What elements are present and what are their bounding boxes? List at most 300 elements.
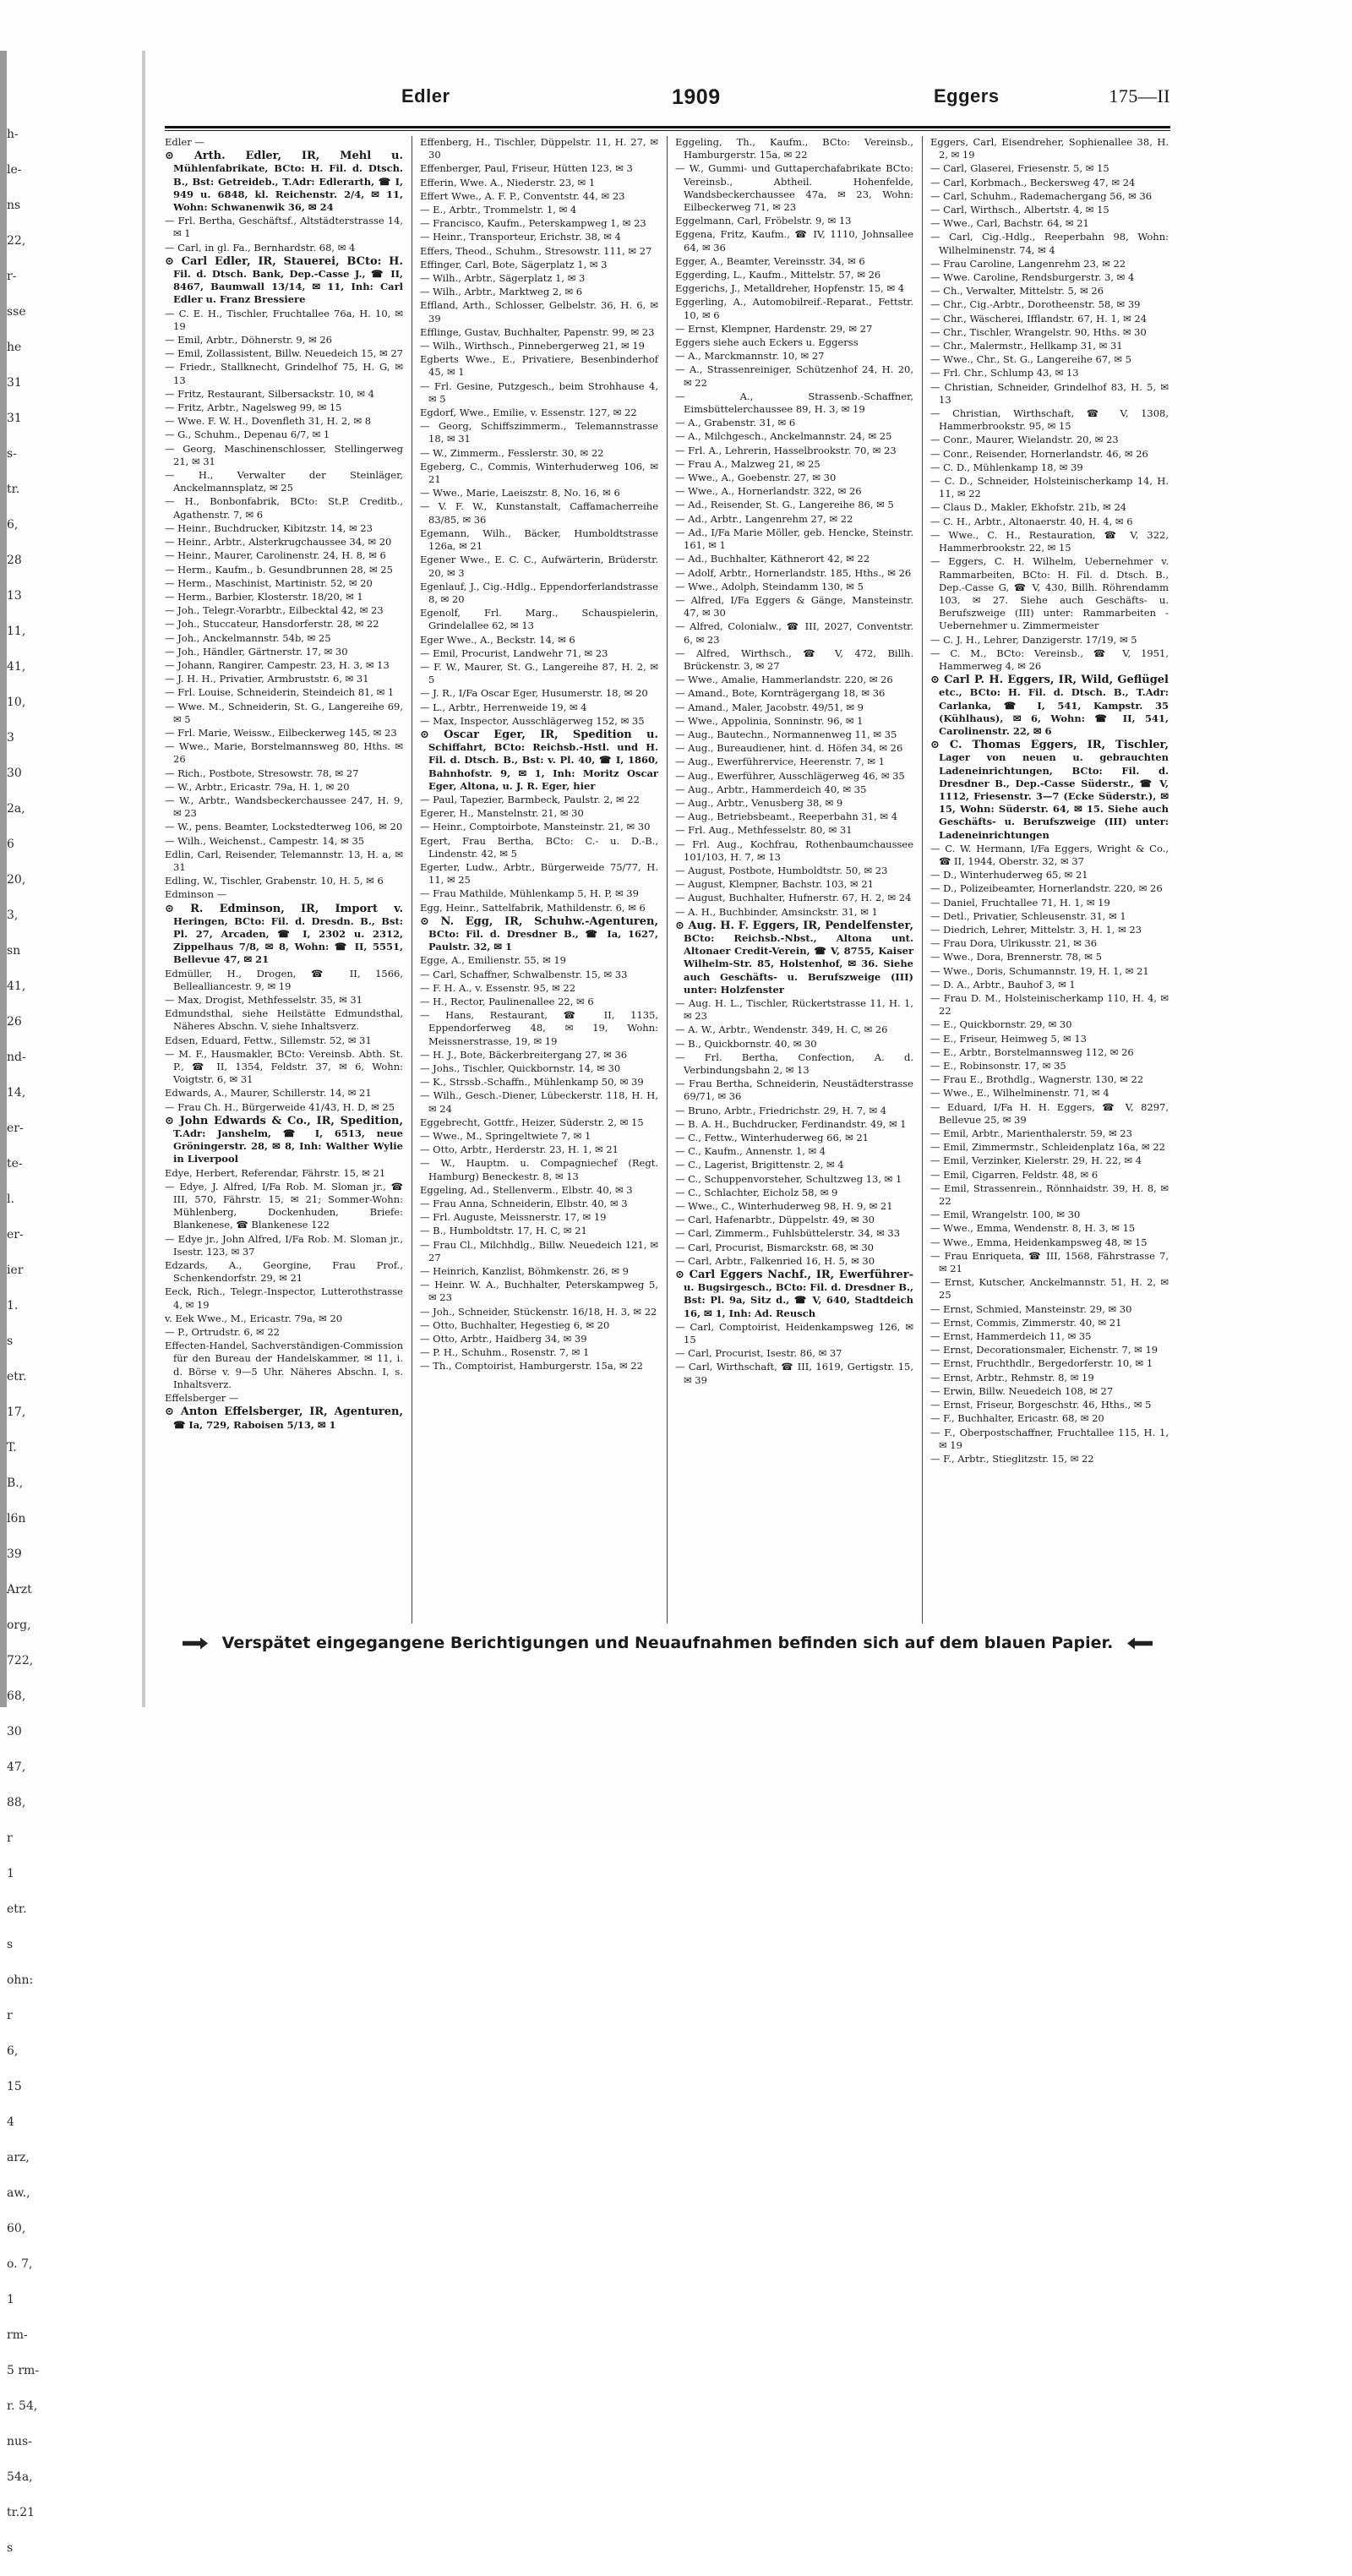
directory-entry: — A., Marckmannstr. 10, ✉ 27: [675, 350, 825, 363]
directory-entry: Egerer, H., Manstelnstr. 21, ✉ 30: [420, 807, 584, 820]
directory-entry: — C., Schuppenvorsteher, Schultzweg 13, ✉ 1: [675, 1172, 902, 1185]
directory-entry: — Wwe., Marie, Borstelmannsweg 80, Hths. ✉ 26: [165, 740, 403, 766]
directory-entry: — Rich., Postbote, Stresowstr. 78, ✉ 27: [165, 767, 359, 779]
directory-entry: — Carl, Wirthschaft, ☎ III, 1619, Gertigstr. 15, ✉ 39: [675, 1361, 913, 1386]
directory-entry: — B., Humboldtstr. 17, H. C, ✉ 21: [420, 1225, 587, 1237]
directory-entry: — A., Grabenstr. 31, ✉ 6: [675, 417, 796, 429]
directory-entry: — C., Lagerist, Brigittenstr. 2, ✉ 4: [675, 1159, 844, 1171]
directory-entry: — Christian, Wirthschaft, ☎ V, 1308, Hammerbrookstr. 95, ✉ 15: [930, 407, 1169, 433]
directory-entry: — Christian, Schneider, Grindelhof 83, H. 5, ✉ 13: [930, 380, 1169, 406]
directory-entry: — Ernst, Friseur, Borgeschstr. 46, Hths., ✉ 5: [930, 1399, 1152, 1411]
directory-entry: — L., Arbtr., Herrenweide 19, ✉ 4: [420, 701, 587, 713]
directory-entry: — Carl, Procurist, Isestr. 86, ✉ 37: [675, 1347, 842, 1360]
directory-entry: ⊙ Carl P. H. Eggers, IR, Wild, Geflügel etc., BCto: H. Fil. d. Dtsch. B., T.Adr: Carlanka, ☎ I, 541, Kampstr. 35 (Kühlhaus), ✉ 6, Wohn: ☎ II, 541, Carolinenstr. 22, ✉ 6: [930, 674, 1169, 737]
directory-entry: — August, Klempner, Bachstr. 103, ✉ 21: [675, 878, 874, 891]
directory-entry: — Alfred, Wirthsch., ☎ V, 472, Billh. Brückenstr. 3, ✉ 27: [675, 647, 913, 672]
directory-entry: — Frau E., Brothdlg., Wagnerstr. 130, ✉ 22: [930, 1073, 1144, 1086]
directory-entry: — Heinr., Buchdrucker, Kibitzstr. 14, ✉ 23: [165, 521, 373, 534]
directory-entry: — Wwe., Amalie, Hammerlandstr. 220, ✉ 26: [675, 674, 893, 686]
column-divider: [922, 136, 923, 1624]
directory-entry: — Th., Comptoirist, Hamburgerstr. 15a, ✉ 22: [420, 1360, 643, 1373]
directory-entry: — Heinr. W. A., Buchhalter, Peterskampweg 5, ✉ 23: [420, 1279, 658, 1304]
directory-entry: Egge, A., Emilienstr. 55, ✉ 19: [420, 954, 566, 967]
previous-page-fragment: r: [7, 2009, 13, 2022]
directory-entry: — Frau Cl., Milchhdlg., Billw. Neuedeich 121, ✉ 27: [420, 1238, 658, 1263]
directory-entry: — Carl, Arbtr., Falkenried 16, H. 5, ✉ 30: [675, 1254, 875, 1267]
directory-entry: — Friedr., Stallknecht, Grindelhof 75, H. G, ✉ 13: [165, 361, 403, 386]
previous-page-fragment: r-: [7, 270, 17, 283]
directory-entry: — Max, Inspector, Ausschlägerweg 152, ✉ 35: [420, 714, 645, 727]
directory-entry: — Aug., Arbtr., Hammerdeich 40, ✉ 35: [675, 783, 867, 795]
directory-entry: — Wwe., Emma, Heidenkampsweg 48, ✉ 15: [930, 1236, 1148, 1248]
directory-entry: — Frau Anna, Schneiderin, Elbstr. 40, ✉ 3: [420, 1198, 628, 1210]
directory-entry: — G., Schuhm., Depenau 6/7, ✉ 1: [165, 428, 330, 441]
directory-entry: — Frau Caroline, Langenrehm 23, ✉ 22: [930, 257, 1126, 270]
directory-entry: — E., Quickbornstr. 29, ✉ 30: [930, 1018, 1072, 1031]
directory-entry: — Wwe., Appolinia, Sonninstr. 96, ✉ 1: [675, 714, 864, 727]
directory-entry: — Wwe., A., Hornerlandstr. 322, ✉ 26: [675, 485, 862, 498]
previous-page-fragment: nd-: [7, 1051, 26, 1064]
directory-entry: Effland, Arth., Schlosser, Gelbelstr. 36, H. 6, ✉ 39: [420, 299, 658, 325]
previous-page-fragment: aw.,: [7, 2186, 30, 2200]
previous-page-fragment: Arzt: [7, 1583, 32, 1596]
directory-entry: — Eggers, C. H. Wilhelm, Uebernehmer v. Rammarbeiten, BCto: H. Fil. d. Dtsch. B., Dep.-Casse G, ☎ V, 430, Billh. Röhrendamm 103, ✉ 27. Siehe auch Geschäfts- u. Berufszweige (III) unter: Rammarbeiten - Uebernehmer u. Zimmermeister: [930, 555, 1169, 632]
directory-entry: — Erwin, Billw. Neuedeich 108, ✉ 27: [930, 1384, 1114, 1397]
directory-page: [165, 80, 1170, 1686]
previous-page-fragment: 31: [7, 376, 22, 390]
directory-entry: — Wwe., C. H., Restauration, ☎ V, 322, Hammerbrookstr. 22, ✉ 15: [930, 528, 1169, 554]
previous-page-fragment: 10,: [7, 696, 26, 709]
previous-page-fragment: ns: [7, 199, 21, 212]
directory-entry: — A., Milchgesch., Anckelmannstr. 24, ✉ 25: [675, 430, 892, 443]
directory-entry: — Wwe. M., Schneiderin, St. G., Langereihe 69, ✉ 5: [165, 700, 403, 725]
directory-entry: — Max, Drogist, Methfesselstr. 35, ✉ 31: [165, 994, 363, 1006]
directory-entry: — C. M., BCto: Vereinsb., ☎ V, 1951, Hammerweg 4, ✉ 26: [930, 647, 1169, 672]
directory-entry: Egeberg, C., Commis, Winterhuderweg 106, ✉ 21: [420, 460, 658, 486]
directory-entry: Eggers siehe auch Eckers u. Eggerss: [675, 336, 859, 349]
directory-entry: — H. J., Bote, Bäckerbreitergang 27, ✉ 36: [420, 1048, 628, 1061]
directory-entry: — D. A., Arbtr., Bauhof 3, ✉ 1: [930, 978, 1076, 991]
directory-entry: — H., Rector, Paulinenallee 22, ✉ 6: [420, 996, 594, 1007]
previous-page-fragment: l.: [7, 1192, 14, 1206]
directory-entry: — Aug., Bautechn., Normannenweg 11, ✉ 35: [675, 728, 897, 740]
directory-entry: — Ernst, Arbtr., Rehmstr. 8, ✉ 19: [930, 1371, 1094, 1384]
previous-page-fragment: o. 7,: [7, 2257, 33, 2271]
directory-entry: — Frau D. M., Holsteinischerkamp 110, H. 4, ✉ 22: [930, 992, 1169, 1018]
previous-page-fragment: 30: [7, 767, 22, 780]
directory-entry: — J. H. H., Privatier, Armbruststr. 6, ✉ 31: [165, 673, 369, 685]
directory-entry: — Carl, Glaserei, Friesenstr. 5, ✉ 15: [930, 162, 1109, 175]
directory-entry: — Otto, Arbtr., Haidberg 34, ✉ 39: [420, 1333, 587, 1345]
directory-entry: — Joh., Stuccateur, Hansdorferstr. 28, ✉ 22: [165, 618, 379, 630]
directory-entry: — J. R., I/Fa Oscar Eger, Husumerstr. 18, ✉ 20: [420, 687, 648, 700]
directory-entry: — August, Buchhalter, Hufnerstr. 67, H. 2, ✉ 24: [675, 892, 912, 904]
directory-entry: Edminson —: [165, 888, 227, 901]
previous-page-fragment: tr.21: [7, 2506, 35, 2519]
previous-page-fragment: 2a,: [7, 802, 25, 816]
directory-entry: — W., Arbtr., Wandsbeckerchaussee 247, H. 9, ✉ 23: [165, 794, 403, 820]
previous-page-fragment: ier: [7, 1263, 24, 1277]
directory-entry: — Ad., Reisender, St. G., Langereihe 86, ✉ 5: [675, 499, 894, 511]
directory-entry: Egg, Heinr., Sattelfabrik, Mathildenstr. 6, ✉ 6: [420, 901, 646, 914]
page-gutter: [142, 51, 145, 1707]
directory-entry: ⊙ Anton Effelsberger, IR, Agenturen, ☎ Ia, 729, Raboisen 5/13, ✉ 1: [165, 1405, 403, 1431]
directory-entry: — Carl, Comptoirist, Heidenkampsweg 126, ✉ 15: [675, 1320, 913, 1346]
directory-entry: — Ad., Buchhalter, Käthnerort 42, ✉ 22: [675, 553, 870, 565]
directory-entry: — Claus D., Makler, Ekhofstr. 21b, ✉ 24: [930, 501, 1127, 514]
directory-entry: — Ernst, Kutscher, Anckelmannstr. 51, H. 2, ✉ 25: [930, 1276, 1169, 1302]
directory-entry: — Bruno, Arbtr., Friedrichstr. 29, H. 7, ✉ 4: [675, 1104, 887, 1116]
directory-entry: — C. E. H., Tischler, Fruchtallee 76a, H. 10, ✉ 19: [165, 307, 403, 332]
directory-entry: — Edye, J. Alfred, I/Fa Rob. M. Sloman jr., ☎ III, 570, Fährstr. 15, ✉ 21; Sommer-Wohn: Mühlenberg, Dockenhuden, Briefe: Blankenese, ☎ Blankenese 122: [165, 1180, 403, 1231]
previous-page-fragment: r: [7, 1831, 13, 1845]
directory-entry: Eggebrecht, Gottfr., Heizer, Süderstr. 2, ✉ 15: [420, 1116, 644, 1128]
book-binding-edge: [0, 51, 7, 1707]
directory-entry: — A., Strassenb.-Schaffner, Eimsbüttelerchaussee 89, H. 3, ✉ 19: [675, 390, 913, 416]
directory-entry: — Herm., Barbier, Klosterstr. 18/20, ✉ 1: [165, 590, 363, 603]
page-header: [165, 80, 1170, 121]
directory-entry: — E., Arbtr., Borstelmannsweg 112, ✉ 26: [930, 1045, 1134, 1058]
directory-entry: — Amand., Maler, Jacobstr. 49/51, ✉ 9: [675, 701, 864, 713]
previous-page-fragment: sse: [7, 305, 26, 319]
directory-entry: — E., Robinsonstr. 17, ✉ 35: [930, 1060, 1066, 1072]
directory-entry: — Joh., Anckelmannstr. 54b, ✉ 25: [165, 631, 331, 644]
year-heading: 1909: [672, 85, 721, 109]
directory-entry: — Carl, Wirthsch., Albertstr. 4, ✉ 15: [930, 204, 1109, 216]
directory-entry: v. Eek Wwe., M., Ericastr. 79a, ✉ 20: [165, 1312, 343, 1324]
directory-entry: — Emil, Verzinker, Kielerstr. 29, H. 22, ✉ 4: [930, 1154, 1142, 1167]
previous-page-fragment: 722,: [7, 1654, 34, 1667]
previous-page-fragment: 15: [7, 2080, 22, 2093]
directory-entry: Egenolf, Frl. Marg., Schauspielerin, Grindelallee 62, ✉ 13: [420, 607, 658, 632]
directory-entry: — Wilh., Weichenst., Campestr. 14, ✉ 35: [165, 834, 365, 847]
directory-entry: — Frl. Bertha, Confection, A. d. Verbindungsbahn 2, ✉ 13: [675, 1051, 913, 1077]
directory-entry: — Wwe., Chr., St. G., Langereihe 67, ✉ 5: [930, 353, 1132, 366]
directory-entry: Eeck, Rich., Telegr.-Inspector, Lutterothstrasse 4, ✉ 19: [165, 1285, 403, 1311]
directory-entry: — K., Strssb.-Schaffn., Mühlenkamp 50, ✉ 39: [420, 1076, 644, 1089]
column-3: [675, 136, 913, 1624]
directory-entry: — Wwe., Marie, Laeiszstr. 8, No. 16, ✉ 6: [420, 487, 620, 499]
directory-entry: — F. H. A., v. Essenstr. 95, ✉ 22: [420, 981, 576, 994]
directory-entry: — P., Ortrudstr. 6, ✉ 22: [165, 1326, 280, 1339]
directory-entry: — Ernst, Hammerdeich 11, ✉ 35: [930, 1330, 1092, 1343]
previous-page-fragment: 1.: [7, 1299, 19, 1313]
directory-entry: — A. W., Arbtr., Wendenstr. 349, H. C, ✉ 26: [675, 1023, 888, 1036]
directory-entry: — Frau Enriqueta, ☎ III, 1568, Fährstrasse 7, ✉ 21: [930, 1249, 1169, 1275]
directory-entry: — Emil, Wrangelstr. 100, ✉ 30: [930, 1209, 1081, 1221]
previous-page-fragment: nus-: [7, 2435, 32, 2448]
previous-page-fragment: 31: [7, 412, 22, 425]
previous-page-fragment: l6n: [7, 1512, 26, 1525]
directory-entry: Edmüller, H., Drogen, ☎ II, 1566, Bellealliancestr. 9, ✉ 19: [165, 967, 403, 992]
previous-page-fragment: 41,: [7, 660, 26, 674]
directory-entry: — M. F., Hausmakler, BCto: Vereinsb. Abth. St. P., ☎ II, 1354, Feldstr. 37, ✉ 6, Wohn: Voigtstr. 6, ✉ 31: [165, 1047, 403, 1086]
previous-page-fragment: 28: [7, 554, 22, 567]
directory-entry: Eggerling, A., Automobilreif.-Reparat., Fettstr. 10, ✉ 6: [675, 296, 913, 321]
directory-entry: — Frl. Aug., Kochfrau, Rothenbaumchaussee 101/103, H. 7, ✉ 13: [675, 838, 913, 863]
directory-entry: — Daniel, Fruchtallee 71, H. 1, ✉ 19: [930, 896, 1110, 909]
directory-entry: — Emil, Zimmermstr., Schleidenplatz 16a, ✉ 22: [930, 1141, 1165, 1154]
previous-page-fragment: r. 54,: [7, 2399, 38, 2413]
directory-entry: — Emil, Arbtr., Döhnerstr. 9, ✉ 26: [165, 334, 332, 347]
directory-entry: — C. J. H., Lehrer, Danzigerstr. 17/19, ✉ 5: [930, 633, 1137, 646]
directory-entry: — W., Hauptm. u. Compagniechef (Regt. Hamburg) Beneckestr. 8, ✉ 13: [420, 1157, 658, 1182]
directory-entry: — Joh., Schneider, Stückenstr. 16/18, H. 3, ✉ 22: [420, 1305, 657, 1318]
directory-entry: — Alfred, I/Fa Eggers & Gänge, Mansteinstr. 47, ✉ 30: [675, 593, 913, 619]
directory-entry: — Otto, Buchhalter, Hegestieg 6, ✉ 20: [420, 1318, 610, 1331]
directory-entry: — Chr., Wäscherei, Ifflandstr. 67, H. 1, ✉ 24: [930, 312, 1148, 325]
directory-entry: — Carl, Cig.-Hdlg., Reeperbahn 98, Wohn: Wilhelminenstr. 74, ✉ 4: [930, 231, 1169, 256]
directory-entry: Egerter, Ludw., Arbtr., Bürgerweide 75/77, H. 11, ✉ 25: [420, 860, 658, 887]
directory-entry: — Heinr., Comptoirbote, Mansteinstr. 21, ✉ 30: [420, 821, 651, 833]
directory-entry: — Joh., Händler, Gärtnerstr. 17, ✉ 30: [165, 645, 348, 658]
directory-entry: Eggeling, Ad., Stellenverm., Elbstr. 40, ✉ 3: [420, 1183, 633, 1196]
directory-entry: — W., pens. Beamter, Lockstedterweg 106, ✉ 20: [165, 821, 403, 833]
directory-entry: ⊙ Carl Edler, IR, Stauerei, BCto: H. Fil. d. Dtsch. Bank, Dep.-Casse J., ☎ II, 8467, Baumwall 13/14, ✉ 11, Inh: Carl Edler u. Franz Bressiere: [165, 254, 403, 306]
directory-entry: — Johs., Tischler, Quickbornstr. 14, ✉ 30: [420, 1062, 621, 1075]
directory-entry: Effers, Theod., Schuhm., Stresowstr. 111, ✉ 27: [420, 244, 652, 257]
directory-entry: — Wwe., Adolph, Steindamm 130, ✉ 5: [675, 580, 864, 592]
directory-entry: — Wwe., Emma, Wendenstr. 8, H. 3, ✉ 15: [930, 1222, 1136, 1235]
directory-entry: — Herm., Kaufm., b. Gesundbrunnen 28, ✉ 25: [165, 563, 393, 576]
previous-page-fragment: he: [7, 341, 22, 354]
previous-page-fragment: rm-: [7, 2328, 28, 2342]
previous-page-fragment: 41,: [7, 980, 26, 993]
directory-entry: — Frl. Gesine, Putzgesch., beim Strohhause 4, ✉ 5: [420, 379, 658, 405]
directory-entry: — Diedrich, Lehrer, Mittelstr. 3, H. 1, ✉ 23: [930, 923, 1142, 936]
directory-entry: — Aug., Arbtr., Venusberg 38, ✉ 9: [675, 796, 843, 809]
directory-entry: — A. H., Buchbinder, Amsinckstr. 31, ✉ 1: [675, 905, 878, 918]
header-rule: [165, 126, 1170, 128]
directory-entry: — Emil, Arbtr., Marienthalerstr. 59, ✉ 23: [930, 1127, 1132, 1140]
previous-page-fragment: tr.: [7, 483, 20, 496]
directory-entry: — F., Buchhalter, Ericastr. 68, ✉ 20: [930, 1412, 1104, 1425]
directory-entry: Egener Wwe., E. C. C., Aufwärterin, Brüderstr. 20, ✉ 3: [420, 554, 658, 579]
directory-entry: Egert, Frau Bertha, BCto: C.- u. D.-B., Lindenstr. 42, ✉ 5: [420, 834, 658, 860]
directory-entry: — D., Winterhuderweg 65, ✉ 21: [930, 869, 1088, 881]
directory-entry: — Wilh., Arbtr., Sägerplatz 1, ✉ 3: [420, 272, 586, 285]
directory-entry: — Carl, Schaffner, Schwalbenstr. 15, ✉ 33: [420, 968, 628, 980]
directory-entry: — Wwe., A., Goebenstr. 27, ✉ 30: [675, 472, 837, 484]
directory-entry: — Chr., Malermstr., Hellkamp 31, ✉ 31: [930, 340, 1123, 352]
directory-entry: ⊙ N. Egg, IR, Schuhw.-Agenturen, BCto: Fil. d. Dresdner B., ☎ Ia, 1627, Paulstr. 32, ✉ 1: [420, 914, 658, 953]
directory-entry: — Aug., Betriebsbeamt., Reeperbahn 31, ✉ 4: [675, 810, 898, 823]
directory-entry: — Fritz, Arbtr., Nagelsweg 99, ✉ 15: [165, 401, 342, 414]
previous-page-fragment: 13: [7, 589, 22, 603]
directory-entry: — Francisco, Kaufm., Peterskampweg 1, ✉ 23: [420, 217, 646, 230]
previous-page-fragment: le-: [7, 163, 22, 177]
previous-page-fragment: 68,: [7, 1689, 26, 1703]
directory-entry: — Frau Ch. H., Bürgerweide 41/43, H. D, ✉ 25: [165, 1100, 395, 1113]
directory-entry: — Ernst, Schmied, Mansteinstr. 29, ✉ 30: [930, 1302, 1132, 1315]
directory-entry: — Heinr., Arbtr., Alsterkrugchaussee 34, ✉ 20: [165, 536, 392, 548]
directory-entry: — Wwe. F. W. H., Dovenfleth 31, H. 2, ✉ 8: [165, 415, 372, 428]
directory-entry: — Conr., Reisender, Hornerlandstr. 46, ✉ 26: [930, 447, 1148, 460]
directory-entry: — Frau A., Malzweg 21, ✉ 25: [675, 457, 820, 470]
directory-entry: — Carl, Procurist, Bismarckstr. 68, ✉ 30: [675, 1241, 874, 1253]
directory-entry: Effinger, Carl, Bote, Sägerplatz 1, ✉ 3: [420, 258, 608, 270]
directory-entry: Egenlauf, J., Cig.-Hdlg., Eppendorferlandstrasse 8, ✉ 20: [420, 580, 658, 605]
directory-entry: Edlin, Carl, Reisender, Telemannstr. 13, H. a, ✉ 31: [165, 848, 403, 873]
previous-page-fragment: 1: [7, 2293, 14, 2306]
previous-page-fragment: 4: [7, 2115, 14, 2129]
directory-entry: — F., Arbtr., Stieglitzstr. 15, ✉ 22: [930, 1452, 1094, 1465]
directory-entry: Edling, W., Tischler, Grabenstr. 10, H. 5, ✉ 6: [165, 875, 384, 887]
directory-entry: — Carl, Hafenarbtr., Düppelstr. 49, ✉ 30: [675, 1214, 875, 1226]
previous-page-fragment: 6: [7, 838, 14, 851]
directory-entry: Edler —: [165, 136, 204, 148]
previous-page-fragment: s-: [7, 447, 17, 461]
directory-entry: — Detl., Privatier, Schleusenstr. 31, ✉ 1: [930, 909, 1126, 922]
previous-page-fragment: 60,: [7, 2222, 26, 2235]
directory-entry: — Amand., Bote, Kornträgergang 18, ✉ 36: [675, 687, 886, 700]
pointing-hand-icon: [183, 1638, 208, 1650]
directory-entry: — August, Postbote, Humboldtstr. 50, ✉ 23: [675, 864, 888, 876]
directory-entry: — C. D., Mühlenkamp 18, ✉ 39: [930, 461, 1083, 473]
directory-entry: — F. W., Maurer, St. G., Langereihe 87, H. 2, ✉ 5: [420, 660, 658, 686]
previous-page-fragment: etr.: [7, 1902, 27, 1916]
directory-entry: — Johann, Rangirer, Campestr. 23, H. 3, ✉ 13: [165, 658, 390, 671]
previous-page-fragment: arz,: [7, 2151, 30, 2164]
column-1: [165, 136, 403, 1624]
previous-page-fragment: 20,: [7, 873, 26, 887]
directory-entry: ⊙ Oscar Eger, IR, Spedition u. Schiffahrt, BCto: Reichsb.-Hstl. und H. Fil. d. Dtsch. B., Bst: v. Pl. 40, ☎ I, 1860, Bahnhofstr. 9, ✉ 1, Inh: Moritz Oscar Eger, Altona, u. J. R. Eger, hier: [420, 728, 658, 792]
directory-entry: — Carl, in gl. Fa., Bernhardstr. 68, ✉ 4: [165, 241, 356, 254]
directory-entry: Edsen, Eduard, Fettw., Sillemstr. 52, ✉ 31: [165, 1034, 372, 1046]
directory-entry: — Chr., Tischler, Wrangelstr. 90, Hths. ✉ 30: [930, 325, 1147, 338]
directory-entry: — E., Friseur, Heimweg 5, ✉ 13: [930, 1032, 1087, 1045]
directory-entry: — C. H., Arbtr., Altonaerstr. 40, H. 4, ✉ 6: [930, 515, 1133, 527]
directory-entry: — Chr., Cig.-Arbtr., Dorotheenstr. 58, ✉ 39: [930, 298, 1141, 311]
directory-entry: Eggers, Carl, Eisendreher, Sophienallee 38, H. 2, ✉ 19: [930, 136, 1169, 161]
directory-entry: Effenberger, Paul, Friseur, Hütten 123, ✉ 3: [420, 162, 633, 175]
header-rule-thin: [165, 130, 1170, 131]
directory-entry: — Wilh., Wirthsch., Pinnebergerweg 21, ✉ 19: [420, 340, 645, 352]
page-number: 175—II: [1109, 85, 1170, 106]
directory-entry: Edye, Herbert, Referendar, Fährstr. 15, ✉ 21: [165, 1166, 386, 1179]
directory-entry: — Emil, Procurist, Landwehr 71, ✉ 23: [420, 647, 608, 659]
directory-entry: — Ernst, Commis, Zimmerstr. 40, ✉ 21: [930, 1316, 1122, 1329]
directory-entry: — Fritz, Restaurant, Silbersackstr. 10, ✉ 4: [165, 387, 374, 400]
previous-page-fragment: 88,: [7, 1796, 26, 1809]
directory-entry: — Frl. A., Lehrerin, Hasselbrookstr. 70, ✉ 23: [675, 444, 897, 456]
directory-entry: Effenberg, H., Tischler, Düppelstr. 11, H. 27, ✉ 30: [420, 136, 658, 161]
directory-entry: ⊙ John Edwards & Co., IR, Spedition, T.Adr: Janshelm, ☎ I, 6513, neue Gröningerstr. 28, ✉ 8, Inh: Walther Wylie in Liverpool: [165, 1114, 403, 1165]
previous-page-margin: [7, 127, 40, 2555]
directory-entry: — Aug., Ewerführer, Ausschlägerweg 46, ✉ 35: [675, 769, 905, 782]
right-catchword: Eggers: [934, 85, 1000, 106]
directory-entry: — Emil, Zollassistent, Billw. Neuedeich 15, ✉ 27: [165, 347, 403, 360]
directory-entry: — Ch., Verwalter, Mittelstr. 5, ✉ 26: [930, 285, 1104, 297]
directory-entry: — B., Quickbornstr. 40, ✉ 30: [675, 1037, 817, 1050]
directory-entry: — Frau Dora, Ulrikusstr. 21, ✉ 36: [930, 937, 1098, 950]
directory-entry: — W., Zimmerm., Fesslerstr. 30, ✉ 22: [420, 446, 604, 459]
directory-entry: — Wwe., M., Springeltwiete 7, ✉ 1: [420, 1130, 592, 1143]
directory-entry: — Carl, Korbmach., Beckersweg 47, ✉ 24: [930, 176, 1136, 188]
previous-page-fragment: 47,: [7, 1760, 26, 1774]
directory-entry: Edmundsthal, siehe Heilstätte Edmundsthal, Näheres Abschn. V, siehe Inhaltsverz.: [165, 1007, 403, 1033]
directory-entry: — C., Schlachter, Eicholz 58, ✉ 9: [675, 1186, 838, 1198]
previous-page-fragment: 5 rm-: [7, 2364, 40, 2377]
directory-entry: — Otto, Arbtr., Herderstr. 23, H. 1, ✉ 21: [420, 1143, 619, 1156]
directory-entry: Egger, A., Beamter, Vereinsstr. 34, ✉ 6: [675, 254, 865, 267]
directory-entry: — C., Kaufm., Annenstr. 1, ✉ 4: [675, 1145, 826, 1158]
directory-entry: — Wilh., Arbtr., Marktweg 2, ✉ 6: [420, 286, 583, 298]
directory-entry: — Frl. Louise, Schneiderin, Steindeich 81, ✉ 1: [165, 686, 395, 699]
column-2: [420, 136, 658, 1624]
directory-entry: — Frl. Chr., Schlump 43, ✉ 13: [930, 367, 1079, 379]
entry-columns: [165, 136, 1170, 1624]
directory-entry: — Georg, Maschinenschlosser, Stellingerweg 21, ✉ 31: [165, 442, 403, 467]
directory-entry: — Heinr., Transporteur, Erichstr. 38, ✉ 4: [420, 231, 621, 243]
directory-entry: Edzards, A., Georgine, Frau Prof., Schenkendorfstr. 29, ✉ 21: [165, 1259, 403, 1285]
previous-page-fragment: 14,: [7, 1086, 26, 1100]
directory-entry: — W., Gummi- und Guttaperchafabrikate BCto: Vereinsb., Abtheil. Hohenfelde, Wandsbeckerchaussee 47a, ✉ 23, Wohn: Eilbeckerweg 71, ✉ 23: [675, 162, 913, 214]
previous-page-fragment: 30: [7, 1725, 22, 1738]
directory-entry: — Alfred, Colonialw., ☎ III, 2027, Conventstr. 6, ✉ 23: [675, 620, 913, 646]
directory-entry: — F., Oberpostschaffner, Fruchtallee 115, H. 1, ✉ 19: [930, 1426, 1169, 1451]
directory-entry: ⊙ Arth. Edler, IR, Mehl u. Mühlenfabrikate, BCto: H. Fil. d. Dtsch. B., Bst: Getreideb., T.Adr: Edlerarth, ☎ I, 949 u. 6848, kl. Reichenstr. 2/4, ✉ 11, Wohn: Schwanenwik 36, ✉ 24: [165, 150, 403, 214]
directory-entry: — Ernst, Fruchthdlr., Bergedorferstr. 10, ✉ 1: [930, 1357, 1153, 1370]
directory-entry: Eggena, Fritz, Kaufm., ☎ IV, 1110, Johnsallee 64, ✉ 36: [675, 228, 913, 254]
directory-entry: ⊙ Carl Eggers Nachf., IR, Ewerführer- u. Bugsirgesch., BCto: Fil. d. Dresdner B., Bst: Pl. 9a, Sitz d., ☎ V, 640, Stadtdeich 16, ✉ 1, Inh: Ad. Reusch: [675, 1269, 913, 1319]
directory-entry: — Frau Mathilde, Mühlenkamp 5, H. P, ✉ 39: [420, 887, 639, 900]
directory-entry: — Ad., I/Fa Marie Möller, geb. Hencke, Steinstr. 161, ✉ 1: [675, 526, 913, 552]
directory-entry: ⊙ Aug. H. F. Eggers, IR, Pendelfenster, BCto: Reichsb.-Nbst., Altona unt. Altonaer Credit-Verein, ☎ V, 8755, Kaiser Wilhelm-Str. 85, Holstenhof, ✉ 36. Siehe auch Geschäfts- u. Berufszweige (III) unter: Holzfenster: [675, 919, 913, 996]
directory-entry: — Wwe., E., Wilhelminenstr. 71, ✉ 4: [930, 1087, 1109, 1100]
directory-entry: Eggerding, L., Kaufm., Mittelstr. 57, ✉ 26: [675, 269, 881, 281]
directory-entry: — E., Arbtr., Trommelstr. 1, ✉ 4: [420, 204, 577, 216]
directory-entry: — Emil, Strassenrein., Rönnhaidstr. 39, H. 8, ✉ 22: [930, 1182, 1169, 1208]
directory-entry: — Adolf, Arbtr., Hornerlandstr. 185, Hths., ✉ 26: [675, 566, 912, 579]
directory-entry: — Frl. Marie, Weissw., Eilbeckerweg 145, ✉ 23: [165, 726, 397, 739]
directory-entry: Eger Wwe., A., Beckstr. 14, ✉ 6: [420, 633, 575, 646]
directory-entry: — Heinrich, Kanzlist, Böhmkenstr. 26, ✉ 9: [420, 1265, 629, 1278]
left-catchword: Edler: [401, 85, 450, 106]
previous-page-fragment: 22,: [7, 234, 26, 248]
footer-notice: [165, 1634, 1170, 1667]
directory-entry: ⊙ R. Edminson, IR, Import v. Heringen, BCto: Fil. d. Dresdn. B., Bst: Pl. 27, Arcaden, ☎ I, 2302 u. 2312, Zippelhaus 7/8, ✉ 8, Wohn: ☎ II, 5551, Bellevue 47, ✉ 21: [165, 902, 403, 966]
directory-entry: — Heinr., Maurer, Carolinenstr. 24, H. 8, ✉ 6: [165, 549, 386, 562]
previous-page-fragment: 39: [7, 1547, 22, 1561]
directory-entry: Effert Wwe., A. F. P., Conventstr. 44, ✉ 23: [420, 189, 625, 202]
directory-entry: — Edye jr., John Alfred, I/Fa Rob. M. Sloman jr., Isestr. 123, ✉ 37: [165, 1232, 403, 1258]
directory-entry: — Paul, Tapezier, Barmbeck, Paulstr. 2, ✉ 22: [420, 793, 640, 805]
directory-entry: — Wwe., Dora, Brennerstr. 78, ✉ 5: [930, 951, 1102, 963]
directory-entry: — Wwe. Caroline, Rendsburgerstr. 3, ✉ 4: [930, 271, 1135, 284]
directory-entry: — Frl. Aug., Methfesselstr. 80, ✉ 31: [675, 824, 853, 837]
directory-entry: — P. H., Schuhm., Rosenstr. 7, ✉ 1: [420, 1346, 590, 1359]
previous-page-fragment: 3,: [7, 909, 19, 922]
directory-entry: — Frl. Auguste, Meissnerstr. 17, ✉ 19: [420, 1211, 607, 1224]
directory-entry: — Wwe., Doris, Schumannstr. 19, H. 1, ✉ 21: [930, 964, 1149, 977]
directory-entry: — A., Strassenreiniger, Schützenhof 24, H. 20, ✉ 22: [675, 363, 913, 389]
previous-page-fragment: org,: [7, 1618, 31, 1632]
directory-entry: Eggerichs, J., Metalldreher, Hopfenstr. 15, ✉ 4: [675, 282, 905, 295]
directory-entry: Effelsberger —: [165, 1392, 239, 1405]
previous-page-fragment: B.,: [7, 1476, 24, 1490]
directory-entry: — C. D., Schneider, Holsteinischerkamp 14, H. 11, ✉ 22: [930, 475, 1169, 500]
directory-entry: Eggelmann, Carl, Fröbelstr. 9, ✉ 13: [675, 215, 852, 227]
previous-page-fragment: 6,: [7, 2044, 19, 2058]
previous-page-fragment: 6,: [7, 518, 19, 532]
directory-entry: — W., Arbtr., Ericastr. 79a, H. 1, ✉ 20: [165, 780, 350, 793]
directory-entry: — Carl, Schuhm., Rademachergang 56, ✉ 36: [930, 189, 1153, 202]
directory-entry: Efferin, Wwe. A., Niederstr. 23, ✉ 1: [420, 176, 596, 188]
previous-page-fragment: etr.: [7, 1370, 27, 1384]
previous-page-fragment: 3: [7, 731, 14, 745]
previous-page-fragment: s: [7, 2541, 14, 2555]
